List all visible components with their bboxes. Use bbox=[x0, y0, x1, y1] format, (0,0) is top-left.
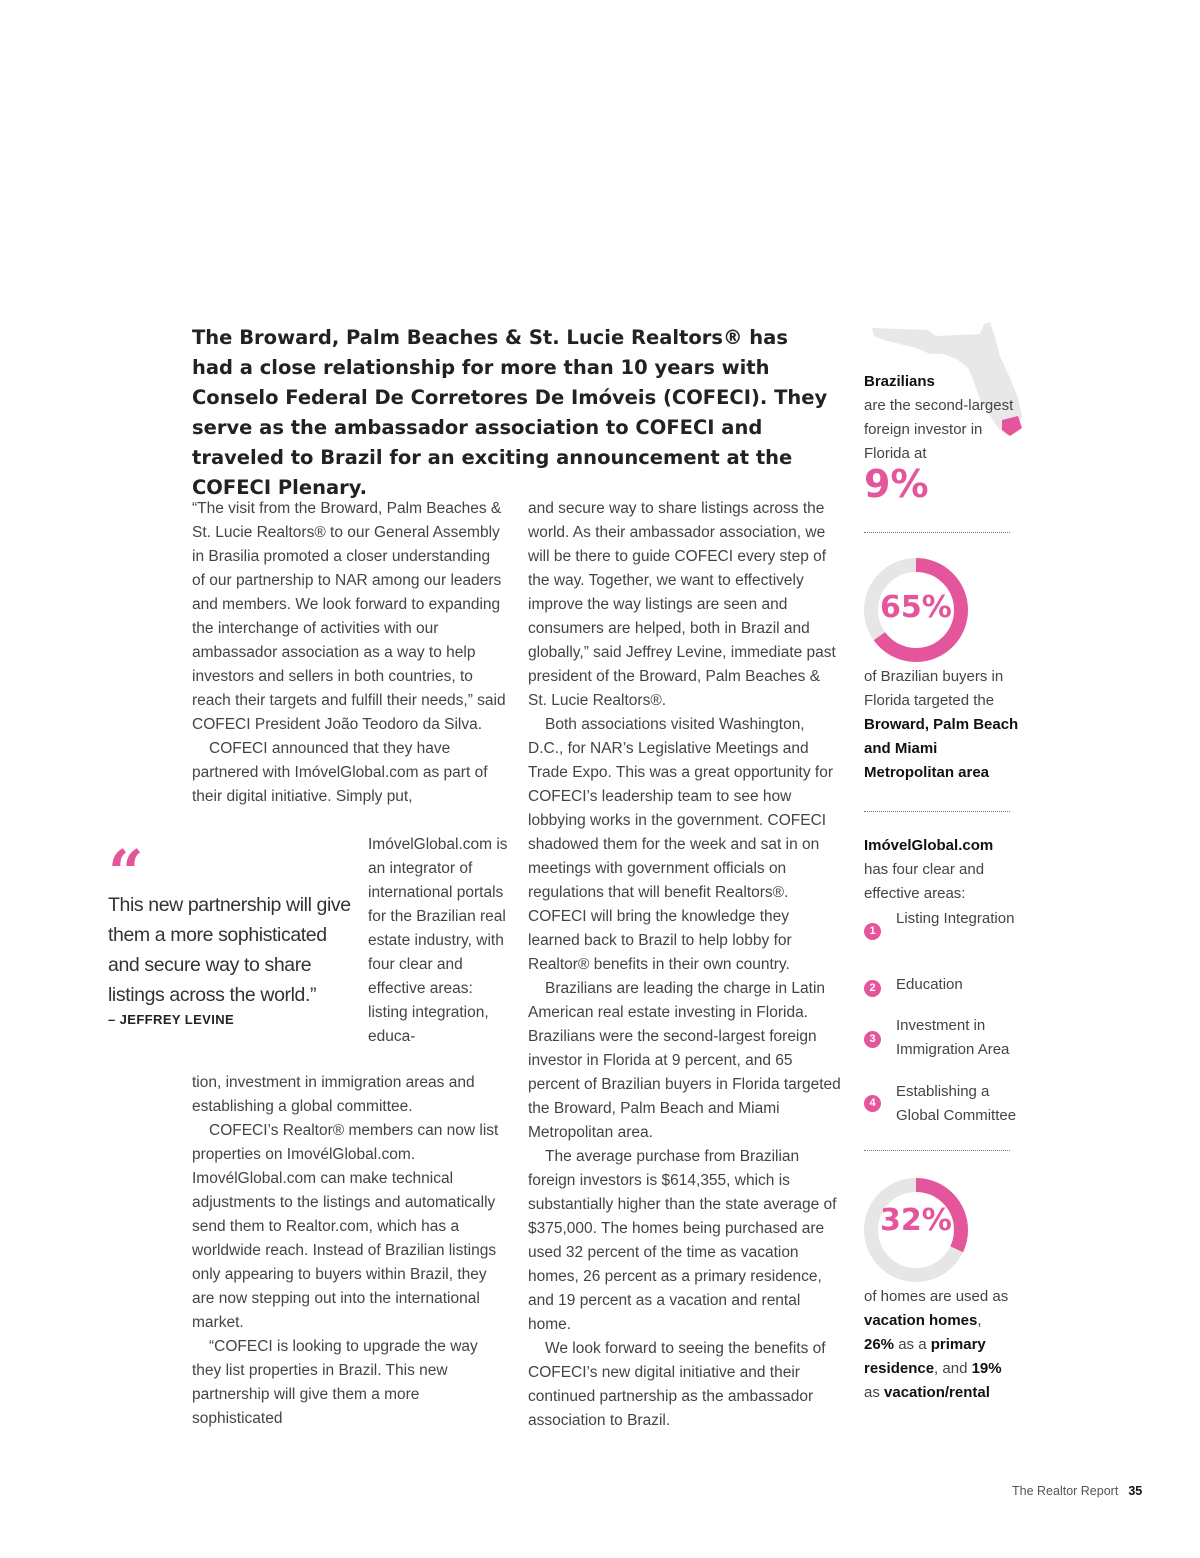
stat-bold: vacation/rental bbox=[884, 1384, 990, 1401]
body-paragraph: COFECI announced that they have partnered with ImóvelGlobal.com as part of their digital initiative. Simply put, bbox=[192, 740, 488, 805]
divider bbox=[864, 811, 1010, 812]
list-item-label: Listing Integration bbox=[896, 910, 1015, 927]
stat-text: of Brazilian buyers in Florida targeted the bbox=[864, 668, 1004, 709]
body-paragraph: The average purchase from Brazilian foreign investors is $614,355, which is substantially higher than the state average of $375,000. The homes being purchased are used 32 percent of the time as vacation homes, 26 percent as a primary residence, and 19 percent as a vacation and rental home. bbox=[528, 1148, 837, 1333]
body-paragraph: “COFECI is looking to upgrade the way they list properties in Brazil. This new partnership will give them a more sophisticated bbox=[192, 1338, 478, 1427]
body-paragraph: Brazilians are leading the charge in Latin American real estate investing in Florida. Brazilians were the second-largest foreign investor in Florida at 9 percent, and 65 percent of Brazilian buyers in Florida targeted the Broward, Palm Beach and Miami Metropolitan area. bbox=[528, 980, 841, 1141]
page-footer bbox=[1012, 1484, 1142, 1498]
body-paragraph: and secure way to share listings across the world. As their ambassador association, we will be there to guide COFECI every step of the way. Together, we want to effectively improve the way listings are seen and consumers are helped, both in Brazil and globally,” said Jeffrey Levine, immediate past president of the Broward, Palm Beaches & St. Lucie Realtors®. bbox=[528, 500, 836, 709]
number-badge-icon: 2 bbox=[864, 980, 881, 997]
list-item-label: Investment in Immigration Area bbox=[896, 1017, 1010, 1058]
number-badge-icon: 1 bbox=[864, 923, 881, 940]
body-paragraph: Both associations visited Washington, D.C., for NAR’s Legislative Meetings and Trade Expo. This was a great opportunity for COFECI’s leadership team to see how lobbying works in the government. COFECI shadowed them for the week and sat in on meetings with government officials on regulations that will benefit Realtors®. COFECI will bring the knowledge they learned back to Brazil to help lobby for Realtor® benefits in their own country. bbox=[528, 716, 833, 973]
stat-bold: vacation homes bbox=[864, 1312, 978, 1329]
list-item-label: Establishing a Global Committee bbox=[896, 1083, 1017, 1124]
pull-quote: This new partnership will give them a more sophisticated and secure way to share listings across the world.” bbox=[108, 894, 351, 1006]
body-paragraph: “The visit from the Broward, Palm Beaches & St. Lucie Realtors® to our General Assembly in Brasilia promoted a closer understanding of our partnership to NAR among our leaders and members. We look forward to expanding the interchange of activities with our ambassador association as a way to help investors and sellers in both countries, to reach their targets and fulfill their needs,” said COFECI President João Teodoro da Silva. bbox=[192, 500, 506, 733]
stat-bold: 26% bbox=[864, 1336, 895, 1353]
stat-bold: primary residence bbox=[864, 1336, 986, 1377]
page-number: 35 bbox=[1128, 1484, 1143, 1498]
stat-brazilians bbox=[864, 370, 1024, 466]
imovelglobal-intro bbox=[864, 834, 1024, 906]
publication-name: The Realtor Report bbox=[1012, 1484, 1119, 1498]
stat-value-65: 65% bbox=[880, 590, 952, 625]
body-narrow-wrap: ImóvelGlobal.com is an integrator of international portals for the Brazilian real estate industry, with four clear and effective areas: listing integration, educa- bbox=[368, 836, 508, 1045]
list-item-label: Education bbox=[896, 976, 963, 993]
divider bbox=[864, 1150, 1010, 1151]
stat-bold: ImóvelGlobal.com bbox=[864, 837, 994, 854]
body-paragraph: We look forward to seeing the benefits of COFECI’s new digital initiative and their continued partnership as the ambassador association to Brazil. bbox=[528, 1340, 826, 1429]
stat-text: has four clear and effective areas: bbox=[864, 861, 985, 902]
stat-32-text bbox=[864, 1285, 1014, 1405]
body-paragraph: COFECI’s Realtor® members can now list properties on ImovélGlobal.com. ImovélGlobal.com can make technical adjustments to the listings and automatically send them to Realtor.com, which has a worldwide reach. Instead of Brazilian listings only appearing to buyers within Brazil, they are now stepping out into the international market. bbox=[192, 1122, 499, 1331]
stat-text: of homes are used as bbox=[864, 1288, 1009, 1305]
number-badge-icon: 4 bbox=[864, 1095, 881, 1112]
body-column-1 bbox=[192, 497, 507, 809]
stat-bold: Broward, Palm Beach and Miami Metropolitan area bbox=[864, 716, 1019, 781]
stat-bold: Brazilians bbox=[864, 373, 935, 390]
number-badge-icon: 3 bbox=[864, 1031, 881, 1048]
stat-value-32: 32% bbox=[880, 1203, 952, 1238]
stat-text: , bbox=[977, 1312, 982, 1329]
stat-bold: 19% bbox=[971, 1360, 1002, 1377]
divider bbox=[864, 532, 1010, 533]
pull-quote-attribution: – JEFFREY LEVINE bbox=[108, 1012, 235, 1027]
body-paragraph: tion, investment in immigration areas and establishing a global committee. bbox=[192, 1074, 475, 1115]
stat-text: as bbox=[864, 1384, 885, 1401]
stat-value-9: 9% bbox=[864, 462, 929, 506]
stat-text: as a bbox=[894, 1336, 931, 1353]
stat-text: are the second-largest foreign investor in Florida at bbox=[864, 397, 1014, 462]
quote-mark-icon: “ bbox=[108, 836, 144, 909]
lead-paragraph: The Broward, Palm Beaches & St. Lucie Realtors® has had a close relationship for more than 10 years with Conselo Federal De Corretores De Imóveis (COFECI). They serve as the ambassador association to COFECI and traveled to Brazil for an exciting announcement at the COFECI Plenary. bbox=[192, 326, 828, 499]
body-column-2 bbox=[528, 497, 843, 1433]
stat-65-text bbox=[864, 665, 1024, 785]
stat-text: , and bbox=[934, 1360, 972, 1377]
body-column-1-continued bbox=[192, 1071, 507, 1431]
